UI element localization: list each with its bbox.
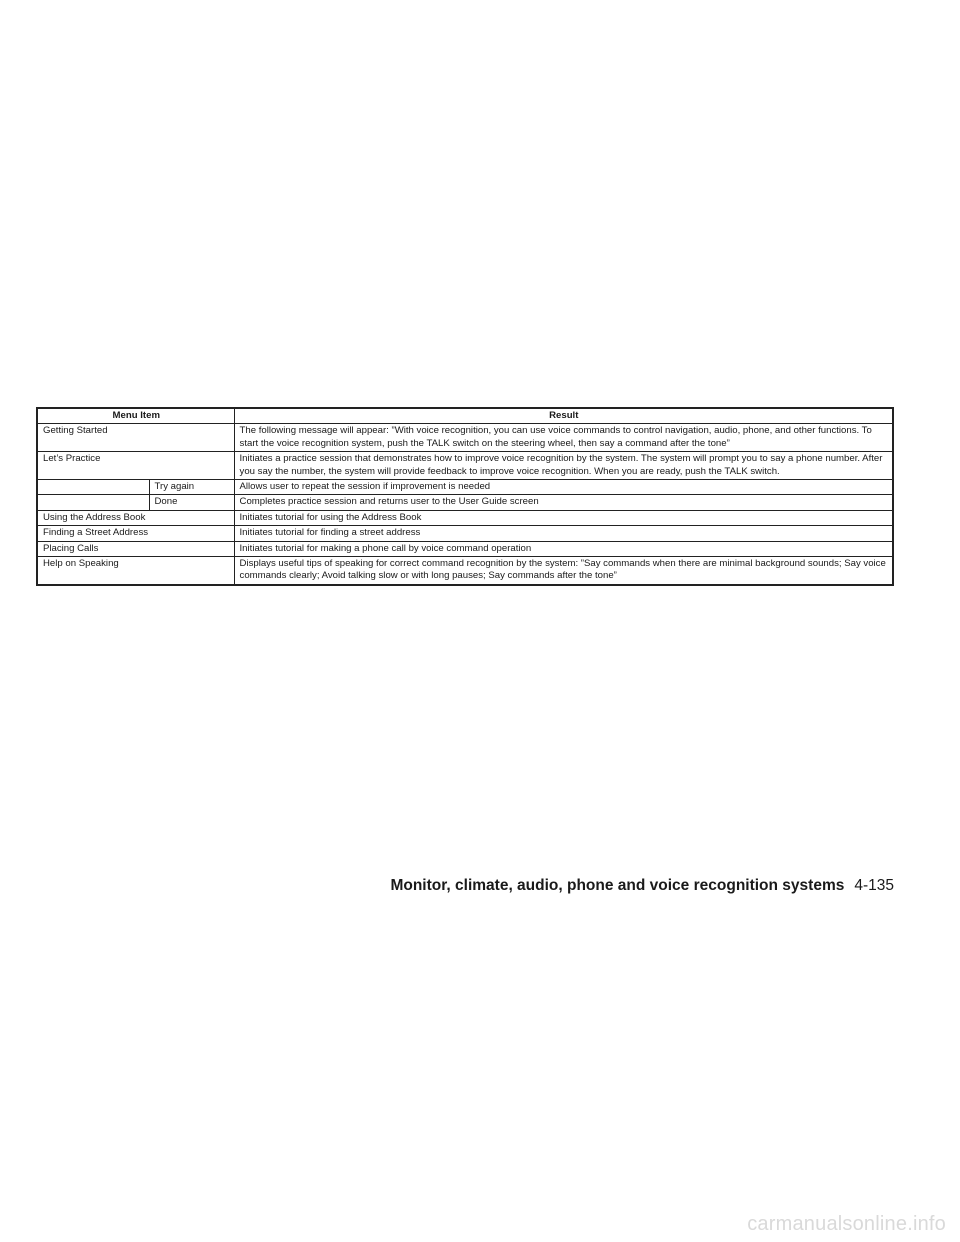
sub-item-cell: Done xyxy=(149,495,234,510)
table-header-row xyxy=(37,408,893,424)
menu-item-cell: Using the Address Book xyxy=(37,510,234,525)
page-footer xyxy=(390,877,894,895)
menu-table xyxy=(36,407,894,586)
sub-item-cell: Try again xyxy=(149,480,234,495)
table-row xyxy=(37,452,893,480)
footer-page-number: 4-135 xyxy=(854,877,894,894)
table-row xyxy=(37,557,893,585)
table-row xyxy=(37,510,893,525)
footer-section-title: Monitor, climate, audio, phone and voice recognition systems xyxy=(390,877,845,894)
table-row xyxy=(37,541,893,556)
menu-item-cell: Finding a Street Address xyxy=(37,526,234,541)
watermark: carmanualsonline.info xyxy=(747,1213,946,1235)
table-row xyxy=(37,495,893,510)
menu-item-cell: Help on Speaking xyxy=(37,557,234,585)
result-cell: Allows user to repeat the session if improvement is needed xyxy=(234,480,893,495)
header-menu-item: Menu Item xyxy=(37,408,234,424)
result-cell: Displays useful tips of speaking for correct command recognition by the system: ”Say commands when there are minimal background sounds; Say voice commands clearly; Avoid talking slow or with long pauses; Say commands after the tone” xyxy=(234,557,893,585)
header-result: Result xyxy=(234,408,893,424)
empty-cell xyxy=(37,480,149,495)
table-row xyxy=(37,526,893,541)
result-cell: Initiates tutorial for making a phone call by voice command operation xyxy=(234,541,893,556)
menu-item-cell: Let’s Practice xyxy=(37,452,234,480)
empty-cell xyxy=(37,495,149,510)
result-cell: Initiates tutorial for using the Address Book xyxy=(234,510,893,525)
result-cell: Completes practice session and returns user to the User Guide screen xyxy=(234,495,893,510)
result-cell: Initiates a practice session that demonstrates how to improve voice recognition by the system. The system will prompt you to say a phone number. After you say the number, the system will provide feedback to improve voice recognition. When you are ready, push the TALK switch. xyxy=(234,452,893,480)
menu-item-cell: Placing Calls xyxy=(37,541,234,556)
table-row xyxy=(37,424,893,452)
table-row xyxy=(37,480,893,495)
result-cell: Initiates tutorial for finding a street address xyxy=(234,526,893,541)
menu-item-cell: Getting Started xyxy=(37,424,234,452)
result-cell: The following message will appear: ”With voice recognition, you can use voice commands to control navigation, audio, phone, and other functions. To start the voice recognition system, push the TALK switch on the steering wheel, then say a command after the tone” xyxy=(234,424,893,452)
